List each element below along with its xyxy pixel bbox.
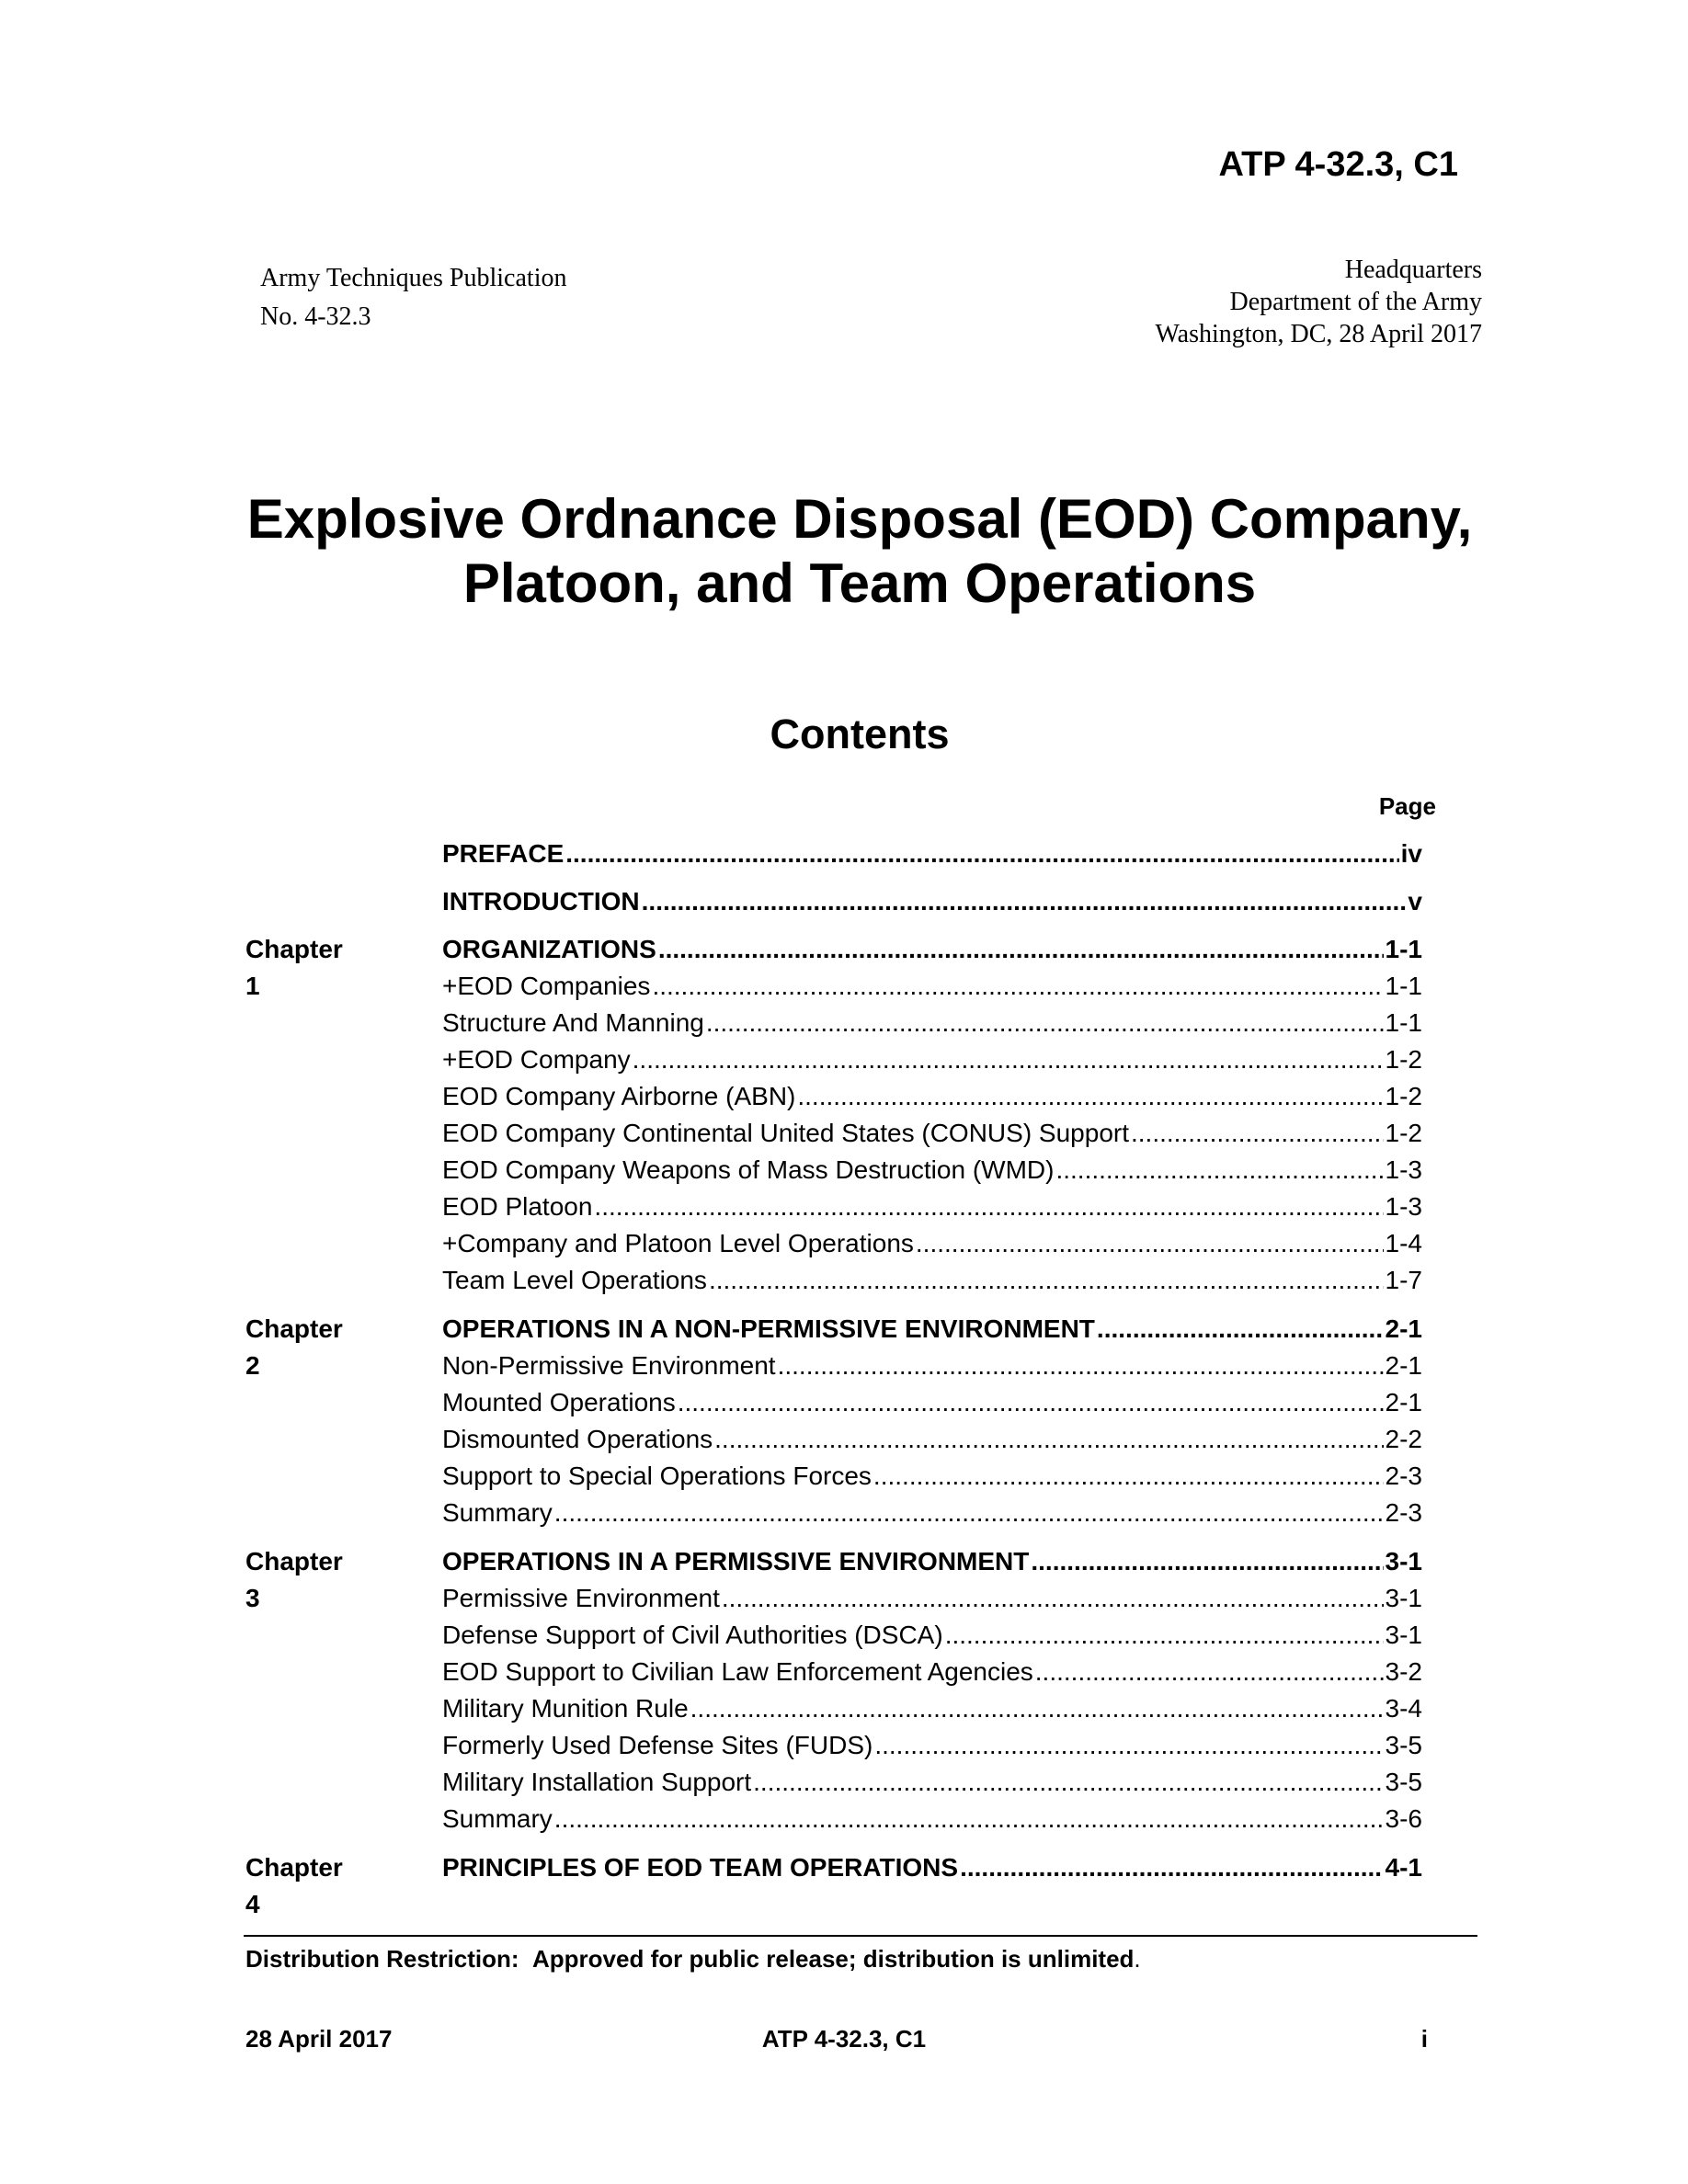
toc-chapter-label: Chapter 4 (245, 1853, 343, 1918)
contents-heading: Contents (770, 711, 950, 757)
publication-number: No. 4-32.3 (260, 302, 371, 331)
toc-entry-title: EOD Company Weapons of Mass Destruction (WMD) (442, 1155, 1055, 1184)
toc-entry[interactable] (442, 1005, 1422, 1041)
distribution-period: . (1134, 1945, 1141, 1973)
toc-dot-leader (1131, 1115, 1384, 1152)
page-column-heading: Page (1378, 792, 1436, 820)
distribution-divider (244, 1935, 1477, 1937)
toc-entry-title: Mounted Operations (442, 1388, 676, 1416)
toc-chapter-entry[interactable] (442, 931, 1422, 968)
toc-entry-page: 1-1 (1385, 972, 1422, 1000)
toc-entry-page: 3-6 (1385, 1804, 1422, 1833)
toc-entry[interactable] (442, 1654, 1422, 1690)
toc-dot-leader (690, 1690, 1384, 1727)
toc-entry-title: +EOD Companies (442, 972, 651, 1000)
toc-dot-leader (960, 1849, 1383, 1886)
toc-entry[interactable] (442, 1152, 1422, 1189)
toc-entry-title: Dismounted Operations (442, 1425, 713, 1453)
toc-entry-page: iv (1400, 839, 1422, 868)
toc-entry-title: PRINCIPLES OF EOD TEAM OPERATIONS (442, 1853, 959, 1882)
toc-dot-leader (722, 1580, 1384, 1617)
toc-chapter-entry[interactable] (442, 1849, 1422, 1886)
toc-entry-page: 2-1 (1385, 1351, 1422, 1380)
toc-dot-leader (594, 1189, 1383, 1225)
issuing-headquarters: Headquarters (1344, 256, 1482, 284)
toc-chapter-entry[interactable] (442, 836, 1422, 872)
toc-entry[interactable] (442, 1189, 1422, 1225)
toc-dot-leader (714, 1421, 1383, 1458)
toc-entry-page: 1-2 (1385, 1045, 1422, 1074)
toc-entry-page: 1-7 (1385, 1266, 1422, 1294)
toc-entry[interactable] (442, 1495, 1422, 1531)
toc-entry-title: Support to Special Operations Forces (442, 1462, 872, 1490)
footer-document-identifier: ATP 4-32.3, C1 (761, 2025, 927, 2053)
toc-dot-leader (873, 1458, 1384, 1495)
toc-entry[interactable] (442, 1384, 1422, 1421)
toc-entry-title: EOD Platoon (442, 1192, 593, 1221)
issue-place-date: Washington, DC, 28 April 2017 (1155, 320, 1482, 348)
toc-entry[interactable] (442, 1727, 1422, 1764)
document-title-line-2: Platoon, and Team Operations (462, 552, 1257, 614)
toc-entry[interactable] (442, 1348, 1422, 1384)
toc-chapter-label: Chapter 2 (245, 1314, 343, 1380)
footer-date: 28 April 2017 (245, 2025, 393, 2053)
toc-entry[interactable] (442, 1617, 1422, 1654)
toc-entry-page: 1-2 (1385, 1119, 1422, 1147)
toc-entry-title: EOD Company Airborne (ABN) (442, 1082, 796, 1110)
toc-entry-page: 1-4 (1385, 1229, 1422, 1257)
toc-entry-title: Summary (442, 1804, 553, 1833)
toc-entry-page: 1-3 (1385, 1192, 1422, 1221)
toc-entry-title: Permissive Environment (442, 1584, 720, 1612)
toc-entry-page: 3-4 (1385, 1694, 1422, 1723)
toc-entry-title: +Company and Platoon Level Operations (442, 1229, 914, 1257)
toc-entry[interactable] (442, 1262, 1422, 1299)
toc-entry[interactable] (442, 1115, 1422, 1152)
toc-dot-leader (1097, 1311, 1384, 1348)
toc-dot-leader (706, 1005, 1384, 1041)
distribution-restriction (245, 1942, 1141, 1975)
toc-dot-leader (658, 931, 1384, 968)
toc-entry-title: Formerly Used Defense Sites (FUDS) (442, 1731, 873, 1759)
toc-entry-title: Team Level Operations (442, 1266, 707, 1294)
toc-entry-title: Summary (442, 1498, 553, 1527)
toc-entry[interactable] (442, 1078, 1422, 1115)
toc-entry-title: +EOD Company (442, 1045, 631, 1074)
toc-entry-page: 3-2 (1385, 1657, 1422, 1686)
toc-entry[interactable] (442, 1764, 1422, 1801)
toc-dot-leader (1055, 1152, 1383, 1189)
toc-dot-leader (1031, 1543, 1383, 1580)
toc-entry-page: 2-2 (1385, 1425, 1422, 1453)
toc-entry[interactable] (442, 1801, 1422, 1837)
distribution-text: Approved for public release; distribution is unlimited (532, 1945, 1135, 1973)
toc-entry[interactable] (442, 1421, 1422, 1458)
toc-dot-leader (874, 1727, 1383, 1764)
toc-entry-page: 2-3 (1385, 1498, 1422, 1527)
toc-entry-title: Defense Support of Civil Authorities (DSCA) (442, 1621, 943, 1649)
toc-dot-leader (709, 1262, 1384, 1299)
toc-chapter-entry[interactable] (442, 1543, 1422, 1580)
document-identifier: ATP 4-32.3, C1 (1218, 145, 1458, 184)
toc-chapter-label: Chapter 3 (245, 1547, 343, 1612)
toc-entry[interactable] (442, 1041, 1422, 1078)
toc-dot-leader (633, 1041, 1384, 1078)
toc-dot-leader (945, 1617, 1384, 1654)
toc-entry-page: 3-5 (1385, 1768, 1422, 1796)
toc-entry[interactable] (442, 1458, 1422, 1495)
issuing-department: Department of the Army (1229, 288, 1482, 316)
toc-dot-leader (797, 1078, 1383, 1115)
toc-entry[interactable] (442, 1690, 1422, 1727)
publication-series-block (260, 259, 566, 336)
toc-entry-title: INTRODUCTION (442, 887, 640, 916)
toc-entry-page: 1-3 (1385, 1155, 1422, 1184)
footer-page-number: i (1420, 2025, 1428, 2053)
toc-entry-title: Non-Permissive Environment (442, 1351, 776, 1380)
toc-dot-leader (565, 836, 1398, 872)
issuing-authority-block (1155, 254, 1482, 350)
toc-entry-page: 1-2 (1385, 1082, 1422, 1110)
toc-entry-title: Military Munition Rule (442, 1694, 689, 1723)
toc-entry[interactable] (442, 1580, 1422, 1617)
toc-entry-title: OPERATIONS IN A NON-PERMISSIVE ENVIRONMENT (442, 1314, 1095, 1343)
toc-entry-page: 3-1 (1385, 1621, 1422, 1649)
toc-entry-page: 3-1 (1385, 1547, 1422, 1575)
toc-entry-title: OPERATIONS IN A PERMISSIVE ENVIRONMENT (442, 1547, 1030, 1575)
toc-dot-leader (678, 1384, 1384, 1421)
toc-entry-page: 2-1 (1385, 1314, 1422, 1343)
toc-entry-title: Structure And Manning (442, 1008, 704, 1037)
toc-entry-page: 1-1 (1385, 1008, 1422, 1037)
toc-entry-page: 2-1 (1385, 1388, 1422, 1416)
toc-entry-title: EOD Company Continental United States (CONUS) Support (442, 1119, 1129, 1147)
toc-entry-page: 3-1 (1385, 1584, 1422, 1612)
toc-entry[interactable] (442, 1225, 1422, 1262)
toc-entry-page: 1-1 (1385, 935, 1422, 963)
toc-entry[interactable] (442, 968, 1422, 1005)
toc-entry-page: v (1408, 887, 1422, 916)
distribution-label: Distribution Restriction: (245, 1945, 519, 1973)
toc-chapter-entry[interactable] (442, 1311, 1422, 1348)
toc-entry-title: Military Installation Support (442, 1768, 752, 1796)
toc-entry-title: ORGANIZATIONS (442, 935, 656, 963)
toc-dot-leader (554, 1495, 1384, 1531)
toc-dot-leader (1035, 1654, 1384, 1690)
toc-dot-leader (753, 1764, 1383, 1801)
toc-entry-title: PREFACE (442, 839, 565, 868)
toc-chapter-label: Chapter 1 (245, 935, 343, 1000)
toc-entry-page: 3-5 (1385, 1731, 1422, 1759)
toc-entry-page: 4-1 (1385, 1853, 1422, 1882)
toc-dot-leader (916, 1225, 1384, 1262)
toc-chapter-entry[interactable] (442, 883, 1422, 920)
document-title-line-1: Explosive Ordnance Disposal (EOD) Company, (246, 488, 1473, 550)
toc-entry-title: EOD Support to Civilian Law Enforcement Agencies (442, 1657, 1033, 1686)
publication-series: Army Techniques Publication (260, 264, 567, 292)
toc-entry-page: 2-3 (1385, 1462, 1422, 1490)
toc-dot-leader (652, 968, 1383, 1005)
document-title (0, 487, 1688, 616)
toc-dot-leader (778, 1348, 1384, 1384)
toc-dot-leader (554, 1801, 1384, 1837)
toc-dot-leader (642, 883, 1407, 920)
